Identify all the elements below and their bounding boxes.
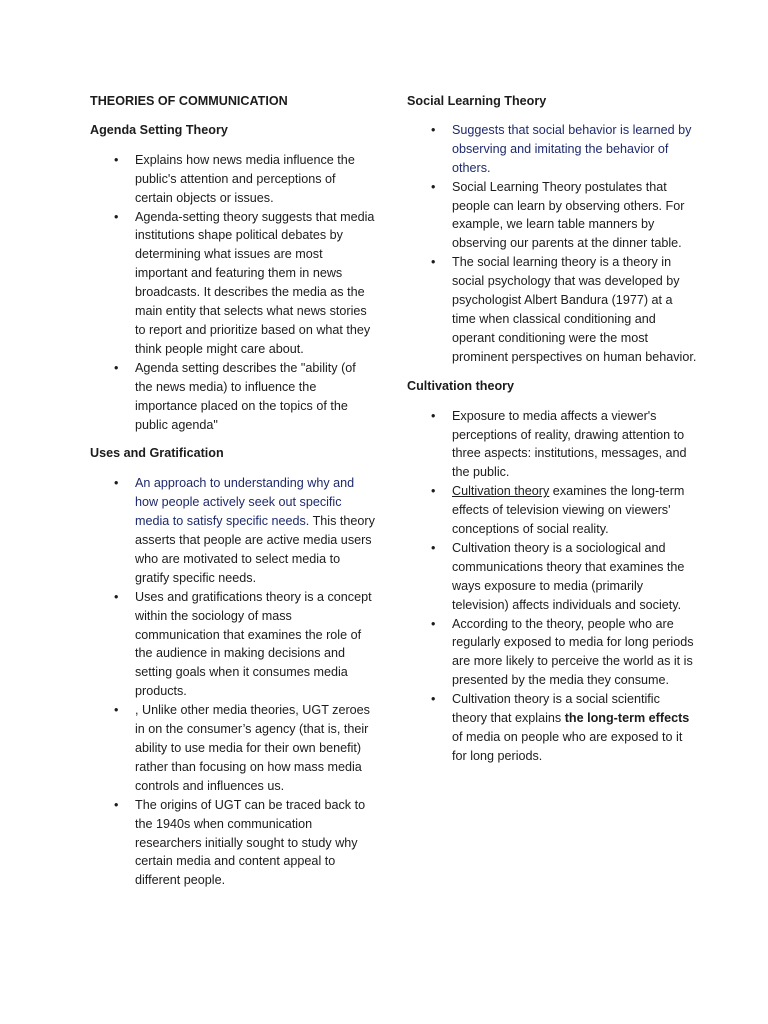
bullet-icon: • — [431, 692, 436, 707]
list-item — [90, 359, 375, 435]
list-item — [90, 151, 375, 208]
bold-text: the long-term effects — [564, 711, 690, 726]
bullet-icon: • — [114, 209, 119, 224]
bullet-icon: • — [114, 797, 119, 812]
agenda-setting-list — [90, 151, 375, 435]
list-item — [90, 588, 375, 701]
cultivation-list — [407, 407, 697, 766]
list-item — [407, 407, 697, 483]
list-item — [90, 208, 375, 359]
bullet-icon: • — [114, 476, 119, 491]
list-item-text: According to the theory, people who are regularly exposed to media for long periods are more likely to perceive the world as it is presented by the media they consume. — [452, 616, 694, 688]
cultivation-theory-link[interactable]: Cultivation theory — [452, 484, 550, 499]
list-item-text: Exposure to media affects a viewer's perceptions of reality, drawing attention to three aspects: institutions, messages, and the public. — [452, 408, 687, 480]
list-item-text: Explains how news media influence the public's attention and perceptions of certain objects or issues. — [135, 152, 355, 205]
list-item — [407, 690, 697, 766]
list-item — [90, 474, 375, 587]
list-item-text: of media on people who are exposed to it for long periods. — [452, 730, 683, 763]
right-column — [407, 92, 697, 776]
social-learning-heading: Social Learning Theory — [407, 94, 547, 108]
bullet-icon: • — [431, 616, 436, 631]
list-item-text: Cultivation theory is a sociological and communications theory that examines the ways exposure to media (primarily television) affects individuals and society. — [452, 540, 685, 612]
list-item — [90, 701, 375, 796]
list-item — [407, 615, 697, 691]
bullet-icon: • — [114, 360, 119, 375]
bullet-icon: • — [431, 484, 436, 499]
list-item-text: Agenda-setting theory suggests that media institutions shape political debates by determining what issues are most important and featuring them in news broadcasts. It describes the media as the main entity that selects what news stories to report and prioritize based on what they think people might care about. — [135, 209, 375, 356]
agenda-setting-heading: Agenda Setting Theory — [90, 122, 228, 137]
list-item — [407, 121, 697, 178]
list-item-text: Cultivation theory is a social scientific theory that explains — [452, 692, 660, 726]
bullet-icon: • — [114, 703, 119, 718]
uses-gratification-list — [90, 474, 375, 890]
list-item-text: Uses and gratifications theory is a concept within the sociology of mass communication that examines the role of the audience in making decisions and setting goals when it consumes media products. — [135, 589, 372, 699]
list-item — [90, 796, 375, 891]
bullet-icon: • — [114, 589, 119, 604]
left-column — [90, 92, 375, 900]
highlighted-text: An approach to understanding why and how people actively seek out specific media to satisfy specific needs. — [135, 476, 355, 529]
list-item — [407, 178, 697, 254]
list-item-text: This theory asserts that people are active media users who are motivated to select media to gratify specific needs. — [135, 514, 375, 585]
bullet-icon: • — [431, 408, 436, 423]
document-title: THEORIES OF COMMUNICATION — [90, 94, 288, 108]
uses-gratification-heading: Uses and Gratification — [90, 446, 224, 461]
bullet-icon: • — [114, 152, 119, 167]
list-item-text: The origins of UGT can be traced back to the 1940s when communication researchers initially sought to study why certain media and content appeal to different people. — [135, 797, 366, 888]
list-item-text: examines the long-term effects of television viewing on viewers' conceptions of social reality. — [452, 484, 685, 537]
social-learning-list — [407, 121, 697, 367]
bullet-icon: • — [431, 255, 436, 270]
bullet-icon: • — [431, 179, 436, 194]
bullet-icon: • — [431, 122, 436, 137]
list-item-text: Social Learning Theory postulates that people can learn by observing others. For example, we learn table manners by observing our parents at the dinner table. — [452, 179, 685, 251]
list-item — [407, 539, 697, 615]
list-item-text: , Unlike other media theories, UGT zeroes in on the consumer’s agency (that is, their ability to use media for their own benefit) rather than focusing on how mass media controls and influences us. — [135, 703, 370, 793]
cultivation-heading: Cultivation theory — [407, 378, 515, 393]
list-item — [407, 253, 697, 366]
highlighted-text: Suggests that social behavior is learned by observing and imitating the behavior of others. — [452, 122, 692, 175]
bullet-icon: • — [431, 540, 436, 555]
list-item — [407, 482, 697, 539]
list-item-text: The social learning theory is a theory in social psychology that was developed by psychologist Albert Bandura (1977) at a time when classical conditioning and operant conditioning were the most prominent perspectives on human behavior. — [452, 255, 697, 364]
list-item-text: Agenda setting describes the "ability (of the news media) to influence the importance placed on the topics of the public agenda" — [135, 360, 356, 432]
